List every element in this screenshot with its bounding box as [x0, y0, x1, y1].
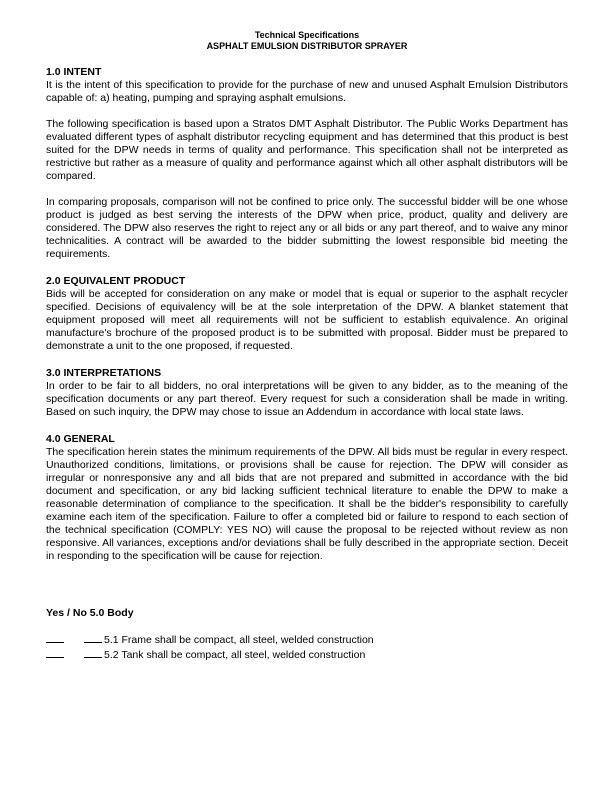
no-blank-field[interactable] [84, 647, 102, 658]
compliance-item [46, 632, 568, 647]
item-label: 5.2 Tank shall be compact, all steel, welded construction [104, 649, 366, 661]
section-general [46, 433, 568, 563]
item-label: 5.1 Frame shall be compact, all steel, welded construction [104, 634, 374, 646]
paragraph: It is the intent of this specification to provide for the purchase of new and unused Asphalt Emulsion Distributors capable of: a) heating, pumping and spraying asphalt emulsions. [46, 79, 568, 104]
section-heading: 2.0 EQUIVALENT PRODUCT [46, 275, 186, 287]
body-section-heading: Yes / No 5.0 Body [46, 607, 134, 619]
section-heading: 3.0 INTERPRETATIONS [46, 367, 162, 379]
yes-blank-field[interactable] [46, 647, 64, 658]
paragraph: The following specification is based upon a Stratos DMT Asphalt Distributor. The Public Works Department has evaluated different types of asphalt distributor recycling equipment and has determined that this product is best suited for the DPW needs in terms of quality and performance. This specification shall not be interpreted as restrictive but rather as a measure of quality and performance against which all other asphalt distributors will be compared. [46, 118, 568, 182]
document-page [46, 30, 568, 662]
compliance-items [46, 632, 568, 662]
paragraph: Bids will be accepted for consideration on any make or model that is equal or superior to the asphalt recycler specified. Decisions of equivalency will be at the sole interpretation of the DPW. A blanket statement that equipment proposed will meet all requirements will not be sufficient to establish equivalence. An original manufacture's brochure of the proposed product is to be submitted with proposal. Bidder must be prepared to demonstrate a unit to the one proposed, if requested. [46, 288, 568, 352]
section-heading: 4.0 GENERAL [46, 433, 115, 445]
no-blank-field[interactable] [84, 632, 102, 643]
document-title [46, 30, 568, 52]
title-line-1: Technical Specifications [254, 30, 360, 40]
yes-blank-field[interactable] [46, 632, 64, 643]
paragraph: In order to be fair to all bidders, no oral interpretations will be given to any bidder, as to the meaning of the specification documents or any part thereof. Every request for such a consideration shall be made in writing. Based on such inquiry, the DPW may chose to issue an Addendum in accordance with local state laws. [46, 380, 568, 418]
section-intent [46, 66, 568, 261]
paragraph: In comparing proposals, comparison will not be confined to price only. The successful bidder will be one whose product is judged as best serving the interests of the DPW when price, product, quality and delivery are considered. The DPW also reserves the right to reject any or all bids or any part thereof, and to waive any minor technicalities. A contract will be awarded to the bidder submitting the lowest responsible bid meeting the requirements. [46, 196, 568, 260]
title-line-2: ASPHALT EMULSION DISTRIBUTOR SPRAYER [206, 41, 408, 51]
section-heading: 1.0 INTENT [46, 66, 102, 78]
section-interpretations [46, 367, 568, 419]
section-equivalent-product [46, 275, 568, 353]
compliance-item [46, 647, 568, 662]
paragraph: The specification herein states the minimum requirements of the DPW. All bids must be regular in every respect. Unauthorized conditions, limitations, or provisions shall be cause for rejection. The DPW will consider as irregular or nonresponsive any and all bids that are not prepared and submitted in accordance with the bid document and specification, or any bid lacking sufficient technical literature to enable the DPW to make a reasonable determination of compliance to the specification. It shall be the bidder's responsibility to carefully examine each item of the specification. Failure to offer a completed bid or failure to respond to each section of the technical specification (COMPLY: YES NO) will cause the proposal to be rejected without review as non responsive. All variances, exceptions and/or deviations shall be fully described in the appropriate section. Deceit in responding to the specification will be cause for rejection. [46, 446, 568, 562]
